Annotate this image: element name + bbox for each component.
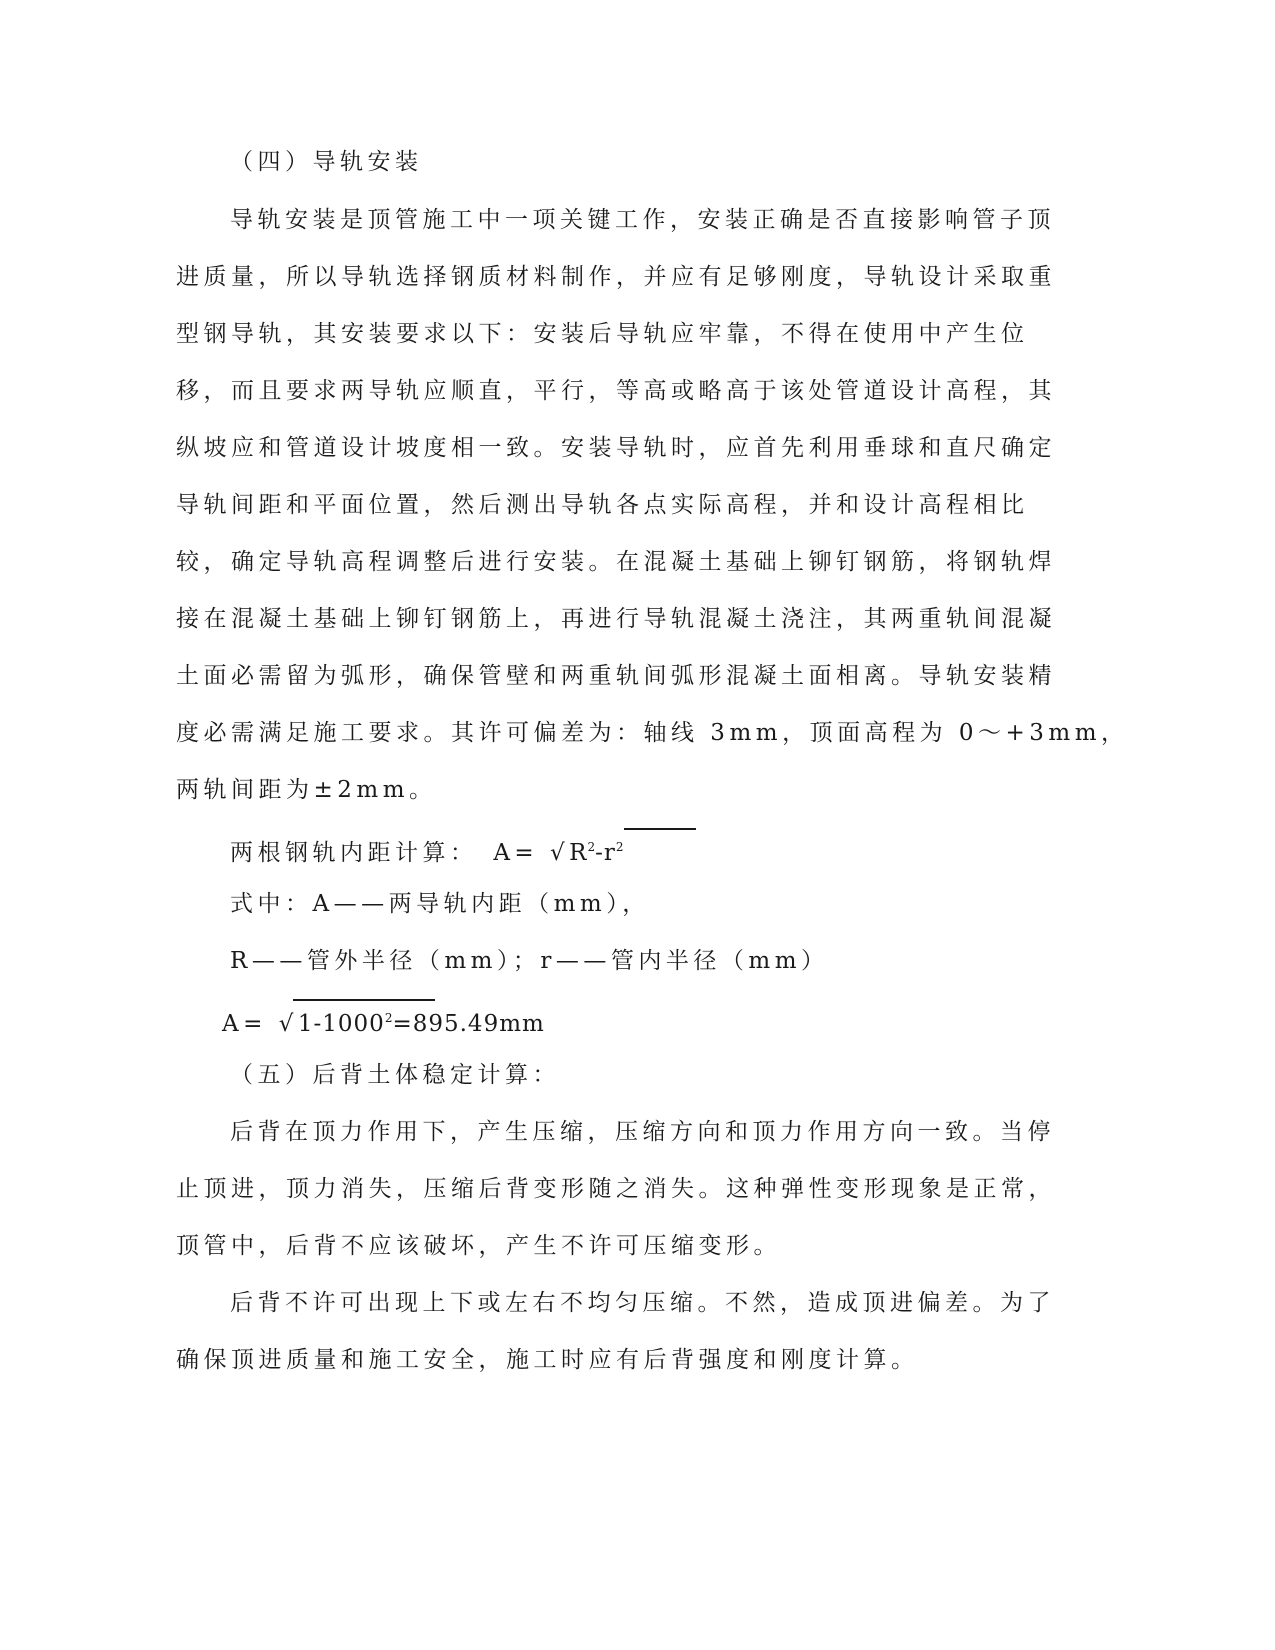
paragraph-line: 度必需满足施工要求。其许可偏差为：轴线 3mm，顶面高程为 0～+3mm， xyxy=(176,720,1129,746)
exponent: 2 xyxy=(615,840,624,854)
paragraph-line: 后背在顶力作用下，产生压缩，压缩方向和顶力作用方向一致。当停 xyxy=(230,1119,1055,1145)
paragraph-line: 土面必需留为弧形，确保管壁和两重轨间弧形混凝土面相离。导轨安装精 xyxy=(176,663,1056,689)
formula-variables-line: R——管外半径（mm）；r——管内半径（mm） xyxy=(230,948,829,974)
paragraph-line: 顶管中，后背不应该破坏，产生不许可压缩变形。 xyxy=(176,1233,781,1259)
paragraph-line: 后背不许可出现上下或左右不均匀压缩。不然，造成顶进偏差。为了 xyxy=(230,1290,1055,1316)
paragraph-line: 导轨间距和平面位置，然后测出导轨各点实际高程，并和设计高程相比 xyxy=(176,492,1029,518)
section-heading-5: （五）后背土体稳定计算： xyxy=(230,1062,560,1088)
radicand-r: r xyxy=(603,840,616,866)
paragraph-line: 纵坡应和管道设计坡度相一致。安装导轨时，应首先利用垂球和直尺确定 xyxy=(176,435,1056,461)
sqrt-symbol: √ xyxy=(550,840,570,866)
radicand-R: R xyxy=(569,840,588,866)
exponent: 2 xyxy=(587,840,596,854)
formula-lhs: A= xyxy=(222,1011,267,1037)
paragraph-line: 导轨安装是顶管施工中一项关键工作，安装正确是否直接影响管子顶 xyxy=(230,207,1055,233)
paragraph-line: 确保顶进质量和施工安全，施工时应有后背强度和刚度计算。 xyxy=(176,1347,919,1373)
sqrt-expression xyxy=(279,1001,393,1041)
paragraph-line: 型钢导轨，其安装要求以下：安装后导轨应牢靠，不得在使用中产生位 xyxy=(176,321,1029,347)
section-heading-4: （四）导轨安装 xyxy=(230,149,423,175)
minus-sign: - xyxy=(595,840,604,866)
paragraph-line: 接在混凝土基础上铆钉钢筋上，再进行导轨混凝土浇注，其两重轨间混凝 xyxy=(176,606,1056,632)
formula-lhs: A= xyxy=(493,840,539,866)
formula-result-value: =895.49mm xyxy=(392,1011,545,1037)
formula-label: 两根钢轨内距计算： xyxy=(230,840,478,866)
sqrt-symbol: √ xyxy=(278,1011,298,1037)
paragraph-line: 较，确定导轨高程调整后进行安装。在混凝土基础上铆钉钢筋，将钢轨焊 xyxy=(176,549,1056,575)
sqrt-overbar xyxy=(293,999,435,1001)
formula-rail-distance xyxy=(230,830,624,870)
sqrt-overbar xyxy=(624,828,696,830)
exponent: 2 xyxy=(384,1011,393,1025)
sqrt-expression xyxy=(550,830,624,870)
paragraph-line: 止顶进，顶力消失，压缩后背变形随之消失。这种弹性变形现象是正常， xyxy=(176,1176,1056,1202)
formula-where-line: 式中：A——两导轨内距（mm）， xyxy=(230,891,650,917)
paragraph-line: 两轨间距为±2mm。 xyxy=(176,777,437,803)
paragraph-line: 移，而且要求两导轨应顺直，平行，等高或略高于该处管道设计高程，其 xyxy=(176,378,1056,404)
paragraph-line: 进质量，所以导轨选择钢质材料制作，并应有足够刚度，导轨设计采取重 xyxy=(176,264,1056,290)
radicand: 1-1000 xyxy=(297,1011,385,1037)
formula-result xyxy=(222,1001,545,1041)
